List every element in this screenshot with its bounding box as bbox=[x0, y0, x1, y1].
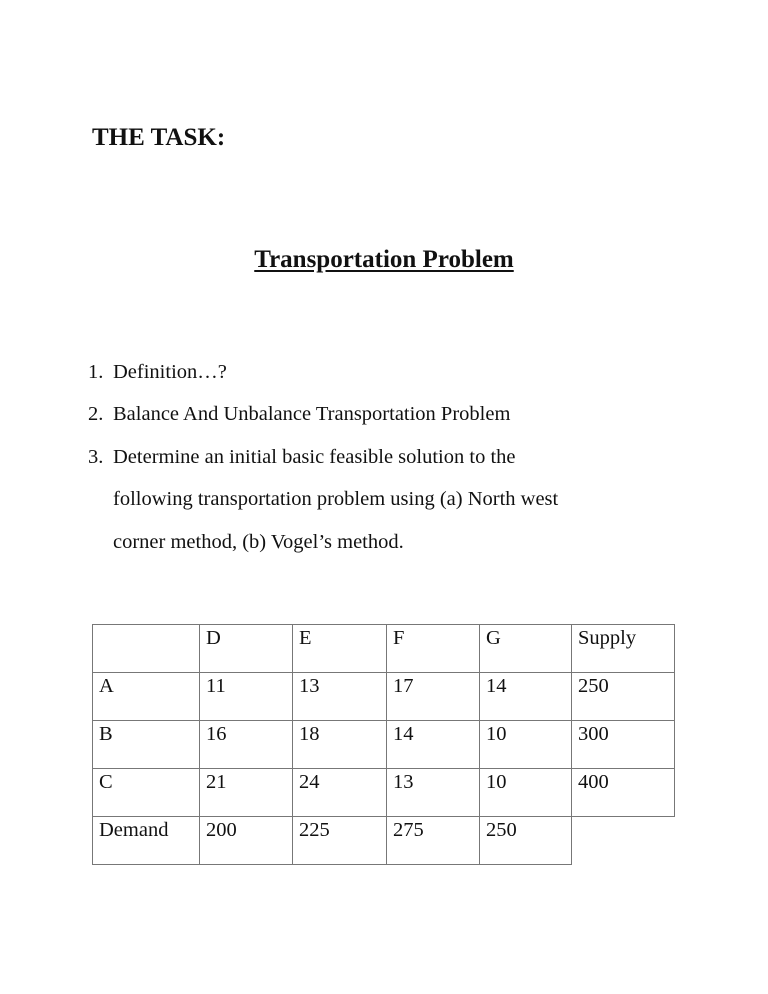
list-text-continued: corner method, (b) Vogel’s method. bbox=[113, 531, 404, 553]
transportation-table bbox=[92, 624, 675, 865]
table-cell: 400 bbox=[572, 769, 675, 817]
table-cell: C bbox=[93, 769, 200, 817]
table-cell: 300 bbox=[572, 721, 675, 769]
table-cell: 250 bbox=[572, 673, 675, 721]
table-cell: 17 bbox=[387, 673, 480, 721]
table-cell: E bbox=[293, 625, 387, 673]
table-cell: B bbox=[93, 721, 200, 769]
list-text: Definition…? bbox=[113, 361, 227, 383]
list-text: Determine an initial basic feasible solution to the bbox=[113, 446, 516, 468]
list-number: 3. bbox=[88, 446, 104, 468]
table-row bbox=[93, 721, 675, 769]
table-cell: 250 bbox=[480, 817, 572, 865]
table-demand-row bbox=[93, 817, 675, 865]
table-cell: 18 bbox=[293, 721, 387, 769]
table-cell: Demand bbox=[93, 817, 200, 865]
table-cell: F bbox=[387, 625, 480, 673]
table-cell: Supply bbox=[572, 625, 675, 673]
list-item bbox=[88, 446, 515, 469]
table-cell: 10 bbox=[480, 721, 572, 769]
list-text-continued: following transportation problem using (a) North west bbox=[113, 488, 559, 510]
table-cell: 13 bbox=[387, 769, 480, 817]
table-cell: 10 bbox=[480, 769, 572, 817]
table-row bbox=[93, 769, 675, 817]
table-cell bbox=[93, 625, 200, 673]
list-number: 1. bbox=[88, 361, 104, 383]
table-cell: 24 bbox=[293, 769, 387, 817]
table-cell: D bbox=[200, 625, 293, 673]
table-row bbox=[93, 673, 675, 721]
list-text: Balance And Unbalance Transportation Problem bbox=[113, 403, 511, 425]
table-cell: 14 bbox=[480, 673, 572, 721]
table-cell: 225 bbox=[293, 817, 387, 865]
table-cell: 275 bbox=[387, 817, 480, 865]
table-cell: 13 bbox=[293, 673, 387, 721]
empty-cell bbox=[572, 817, 675, 865]
table-cell: 200 bbox=[200, 817, 293, 865]
list-item bbox=[88, 361, 227, 384]
table-cell: 16 bbox=[200, 721, 293, 769]
table-cell: 21 bbox=[200, 769, 293, 817]
table-cell: 11 bbox=[200, 673, 293, 721]
task-heading: THE TASK: bbox=[92, 124, 226, 151]
list-item bbox=[88, 403, 510, 426]
table-cell: 14 bbox=[387, 721, 480, 769]
table-cell: G bbox=[480, 625, 572, 673]
list-number: 2. bbox=[88, 403, 104, 425]
table-header-row bbox=[93, 625, 675, 673]
document-title: Transportation Problem bbox=[254, 246, 514, 273]
table-cell: A bbox=[93, 673, 200, 721]
